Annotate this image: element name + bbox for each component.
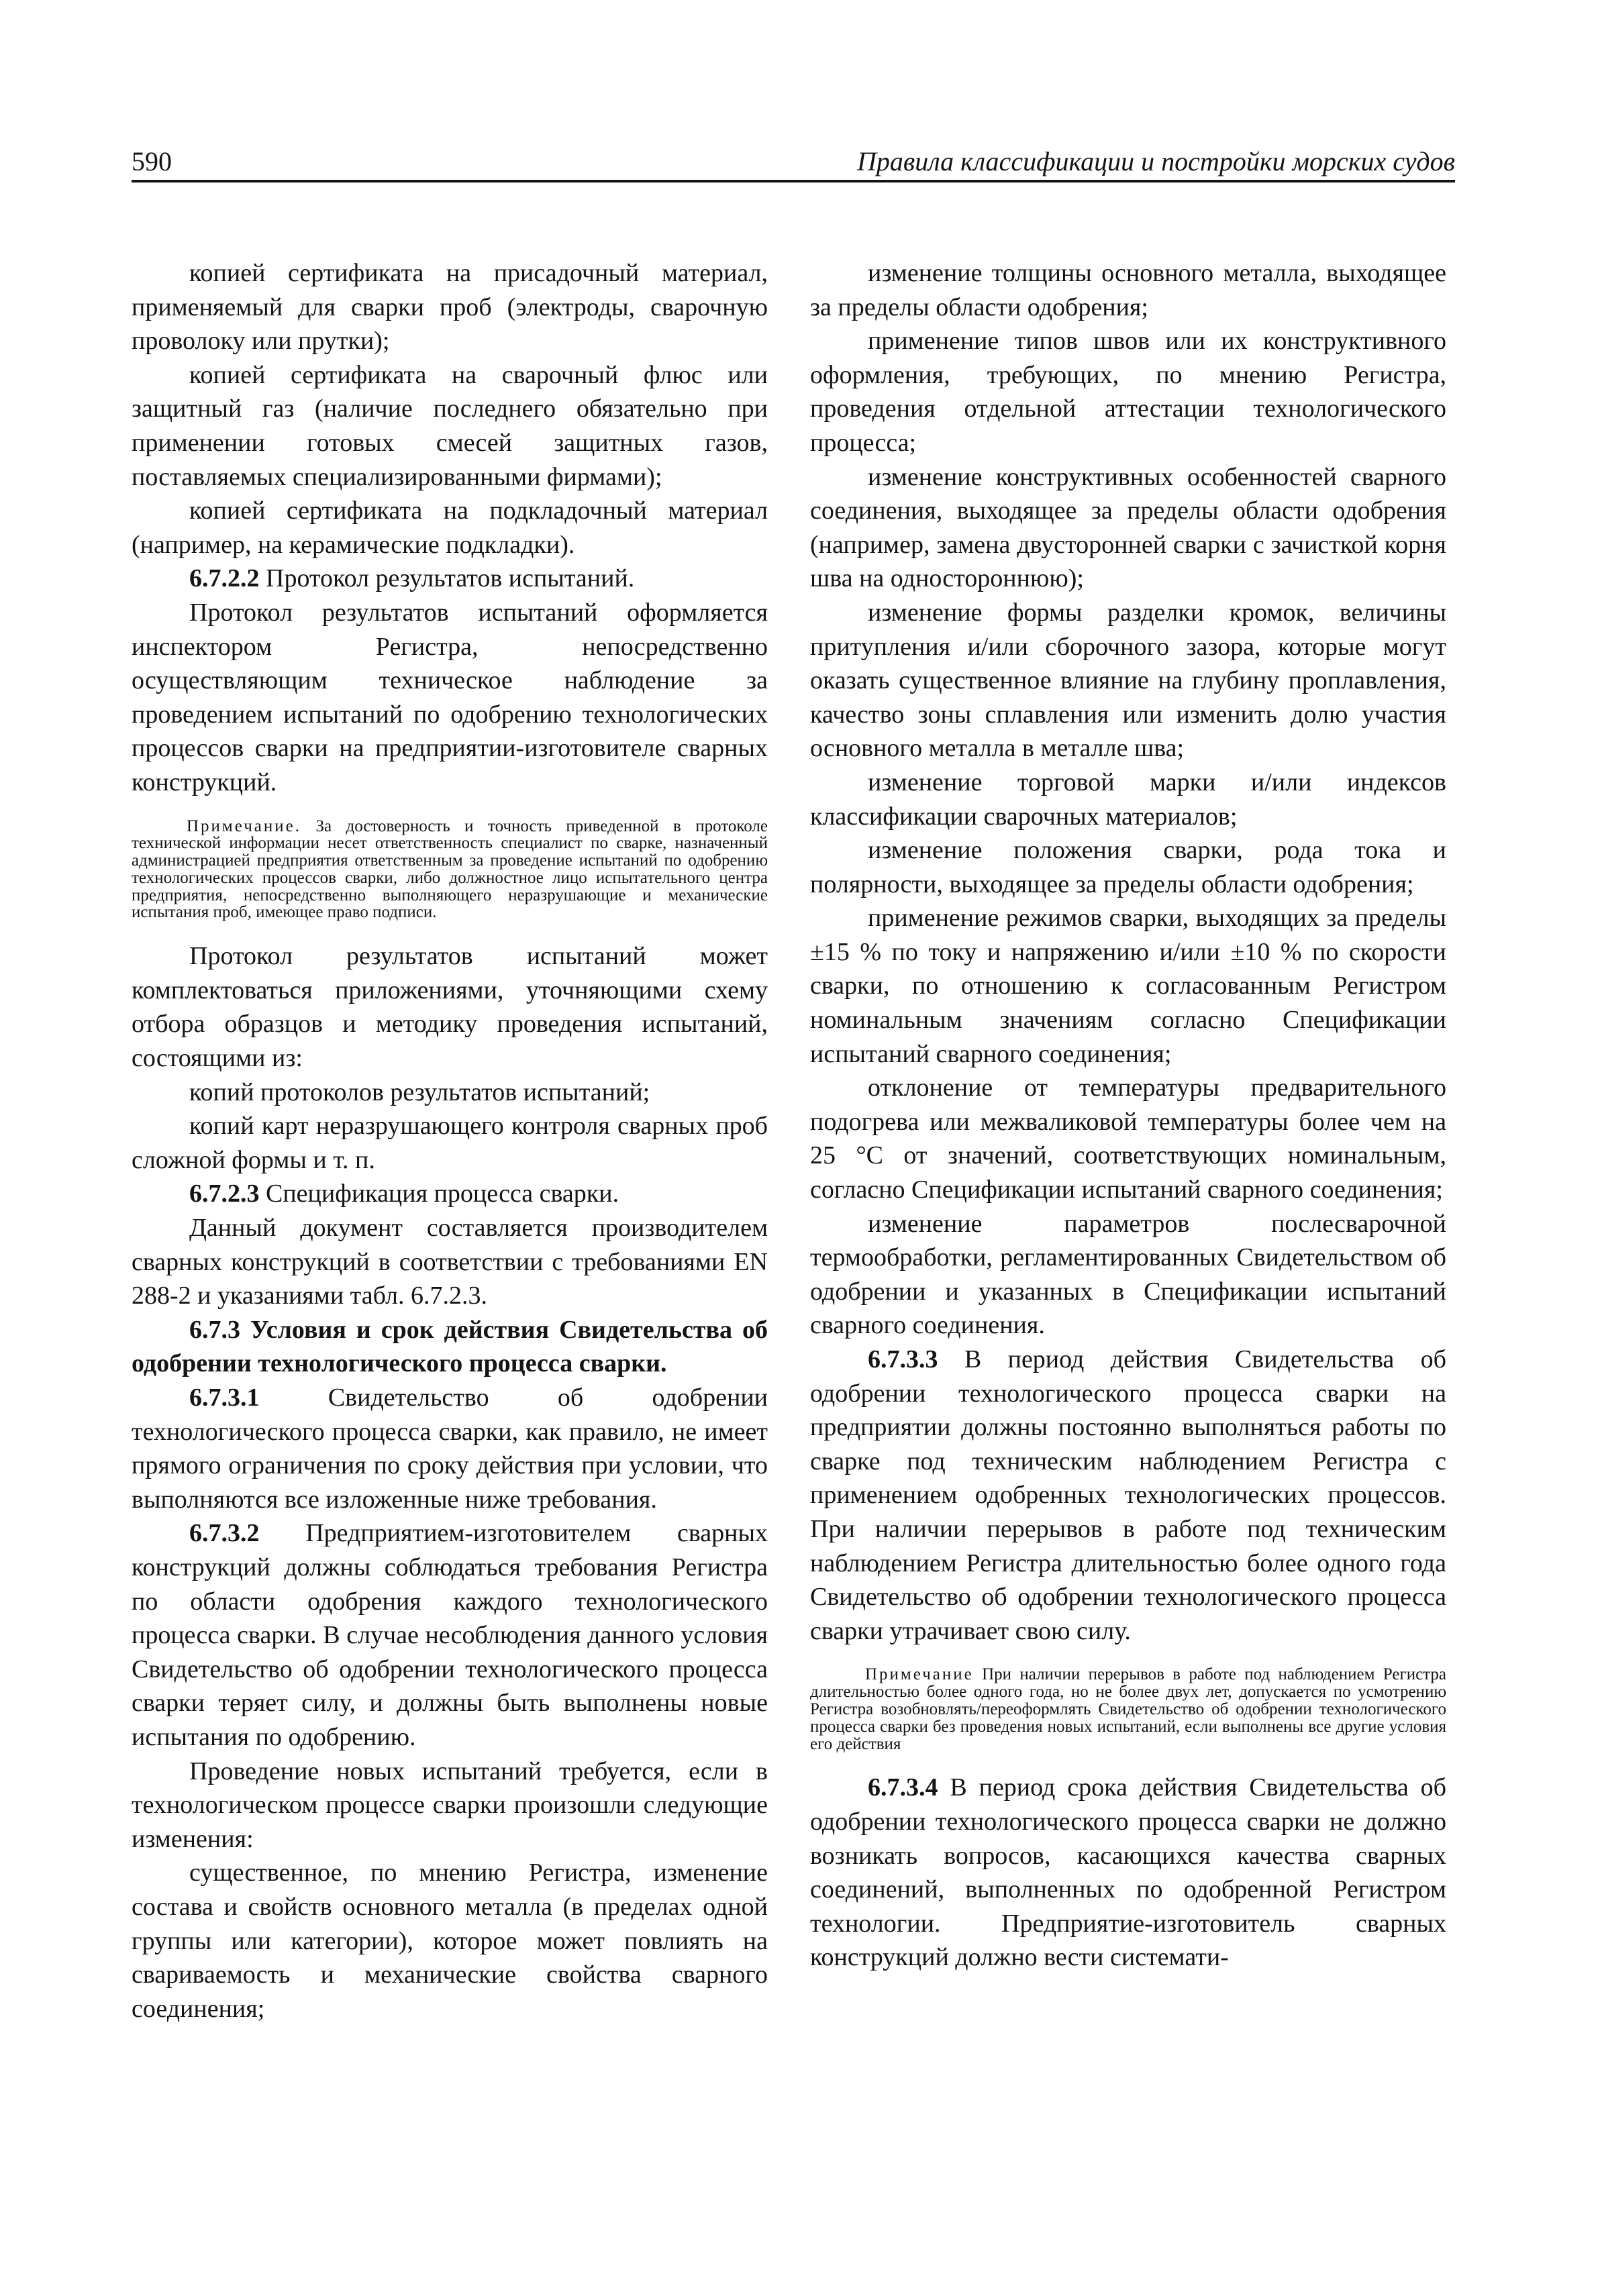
section-number: 6.7.3.1 [189,1384,260,1412]
note-text: При наличии перерывов в работе под наблюдением Регистра длительностью более одного года, но не более двух лет, допускается по усмотрению Регистра возобновлять/переоформлять Свидетельство об одобрении технологического процесса сварки без проведения новых испытаний, если выполнены все другие условия его действия [810,1665,1446,1753]
right-column [810,256,1446,1975]
section-text: Протокол результатов испытаний. [259,564,635,593]
running-title: Правила классификации и постройки морских судов [856,146,1455,176]
section-text: Спецификация процесса сварки. [259,1180,619,1208]
section-text: Предприятием-изготовителем сварных конструкций должны соблюдаться требования Регистра по области одобрения каждого технологического процесса сварки. В случае несоблюдения данного условия Свидетельство об одобрении технологического процесса сварки теряет силу, и должны быть выполнены новые испытания по одобрению. [132,1519,768,1751]
section-heading-6-7-3: 6.7.3 Условия и срок действия Свидетельства об одобрении технологического процесса сварки. [132,1315,768,1378]
header-rule [132,180,1455,182]
section-text: В период срока действия Свидетельства об одобрении технологического процесса сварки не должно возникать вопросов, касающихся качества сварных соединений, выполненных по одобренной Регистром технологии. Предприятие-изготовитель сварных конструкций должно вести системати- [810,1773,1446,1972]
paragraph: Протокол результатов испытаний оформляется инспектором Регистра, непосредственно осуществляющим техническое наблюдение за проведением испытаний по одобрению технологических процессов сварки на предприятии-изготовителе сварных конструкций. [132,598,768,796]
paragraph: Протокол результатов испытаний может комплектоваться приложениями, уточняющими схему отбора образцов и методику проведения испытаний, состоящими из: [132,942,768,1073]
section-text: Свидетельство об одобрении технологического процесса сварки, как правило, не имеет прямого ограничения по сроку действия при условии, что выполняются все изложенные ниже требования. [132,1384,768,1514]
paragraph: Данный документ составляется производителем сварных конструкций в соответствии с требованиями EN 288-2 и указаниями табл. 6.7.2.3. [132,1214,768,1310]
paragraph: существенное, по мнению Регистра, изменение состава и свойств основного металла (в пределах одной группы или категории), которое может повлиять на свариваемость и механические свойства сварного соединения; [132,1859,768,2023]
section-number: 6.7.3.2 [189,1519,260,1548]
note-text: За достоверность и точность приведенной в протоколе технической информации несет ответственность специалист по сварке, назначенный администрацией предприятия ответственным за проведение испытаний по одобрению технологических процессов сварки, либо должностное лицо испытательного центра предприятия, непосредственно выполняющего неразрушающие и механические испытания проб, имеющее право подписи. [132,817,768,922]
paragraph: копий протоколов результатов испытаний; [189,1078,650,1106]
section-number: 6.7.2.2 [189,564,260,593]
page-number: 590 [132,146,172,176]
section-6-7-3-4 [810,1771,1446,1975]
left-column [132,256,768,2026]
list-item: изменение положения сварки, рода тока и полярности, выходящее за пределы области одобрения; [810,836,1446,898]
section-6-7-3-3 [810,1343,1446,1648]
list-item: изменение толщины основного металла, выходящее за пределы области одобрения; [810,259,1446,321]
note-block [132,818,768,922]
section-6-7-3-2 [132,1516,768,1754]
list-item: изменение формы разделки кромок, величины притупления и/или сборочного зазора, которые могут оказать существенное влияние на глубину проплавления, качество зоны сплавления или изменить долю участия основного металла в металле шва; [810,598,1446,763]
section-6-7-3-1 [132,1381,768,1516]
list-item: изменение конструктивных особенностей сварного соединения, выходящее за пределы области одобрения (например, замена двусторонней сварки с зачисткой корня шва на одностороннюю); [810,462,1446,593]
note-label: Примечание. [187,817,302,835]
paragraph: копией сертификата на присадочный материал, применяемый для сварки проб (электроды, сварочную проволоку или прутки); [132,259,768,356]
list-item: изменение параметров послесварочной термообработки, регламентированных Свидетельством об одобрении и указанных в Спецификации испытаний сварного соединения. [810,1209,1446,1340]
list-item: применение типов швов или их конструктивного оформления, требующих, по мнению Регистра, проведения отдельной аттестации технологического процесса; [810,327,1446,457]
list-item: применение режимов сварки, выходящих за пределы ±15 % по току и напряжению и/или ±10 % по скорости сварки, по отношению к согласованным Регистром номинальным значениям согласно Спецификации испытаний сварного соединения; [810,904,1446,1068]
list-item: отклонение от температуры предварительного подогрева или межваликовой температуры более чем на 25 °С от значений, соответствующих номинальным, согласно Спецификации испытаний сварного соединения; [810,1074,1446,1204]
paragraph: Проведение новых испытаний требуется, если в технологическом процессе сварки произошли следующие изменения: [132,1757,768,1853]
note-block [810,1666,1446,1753]
paragraph: копией сертификата на сварочный флюс или защитный газ (наличие последнего обязательно при применении готовых смесей защитных газов, поставляемых специализированными фирмами); [132,360,768,491]
section-6-7-2-3 [132,1177,768,1211]
section-number: 6.7.3.3 [868,1345,938,1373]
paragraph: копией сертификата на подкладочный материал (например, на керамические подкладки). [132,497,768,559]
list-item: изменение торговой марки и/или индексов классификации сварочных материалов; [810,768,1446,831]
section-number: 6.7.3.4 [868,1773,938,1802]
note-label: Примечание [865,1665,974,1684]
section-text: В период действия Свидетельства об одобрении технологического процесса сварки на предприятии должны постоянно выполняться работы по сварке под техническим наблюдением Регистра с применением одобренных технологических процессов. При наличии перерывов в работе под техническим наблюдением Регистра длительностью более одного года Свидетельство об одобрении технологического процесса сварки утрачивает свою силу. [810,1345,1446,1645]
page-header [132,146,1455,182]
section-number: 6.7.2.3 [189,1180,260,1208]
paragraph: копий карт неразрушающего контроля сварных проб сложной формы и т. п. [132,1112,768,1174]
section-6-7-2-2 [132,562,768,596]
